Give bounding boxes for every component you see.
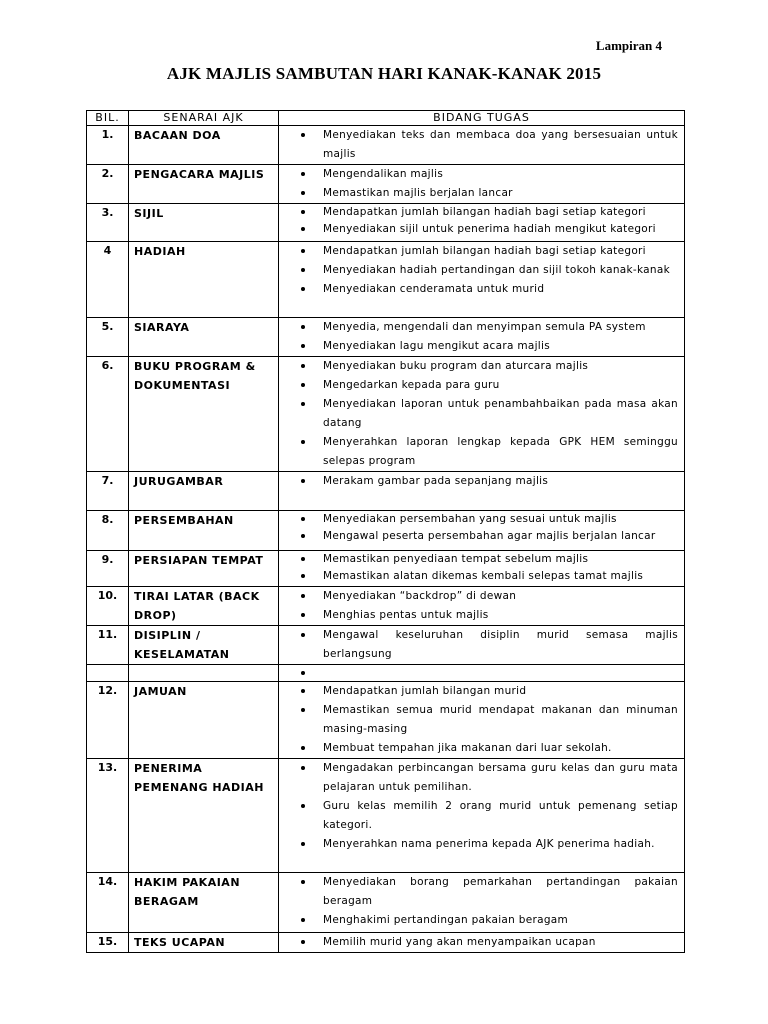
committee-name bbox=[129, 665, 279, 682]
committee-name: PERSIAPAN TEMPAT bbox=[129, 551, 279, 587]
committee-name: SIJIL bbox=[129, 204, 279, 242]
task-item: Menyediakan hadiah pertandingan dan sijil tokoh kanak-kanak bbox=[323, 261, 678, 280]
table-row bbox=[87, 551, 685, 587]
task-cell bbox=[279, 587, 685, 626]
committee-name: TEKS UCAPAN bbox=[129, 933, 279, 953]
task-cell bbox=[279, 682, 685, 759]
table-row bbox=[87, 873, 685, 933]
committee-name: JURUGAMBAR bbox=[129, 472, 279, 511]
task-item: Mendapatkan jumlah bilangan hadiah bagi setiap kategori bbox=[323, 242, 678, 261]
column-header-tugas: BIDANG TUGAS bbox=[279, 111, 685, 126]
row-number: 11. bbox=[87, 626, 129, 665]
task-item: Menghias pentas untuk majlis bbox=[323, 606, 678, 625]
committee-name: BUKU PROGRAM & DOKUMENTASI bbox=[129, 357, 279, 472]
committee-name: SIARAYA bbox=[129, 318, 279, 357]
task-cell bbox=[279, 165, 685, 204]
table-row bbox=[87, 587, 685, 626]
row-number: 10. bbox=[87, 587, 129, 626]
table-row bbox=[87, 472, 685, 511]
committee-name: PENERIMA PEMENANG HADIAH bbox=[129, 759, 279, 873]
row-number: 4 bbox=[87, 242, 129, 318]
column-header-bil: BIL. bbox=[87, 111, 129, 126]
table-body bbox=[87, 126, 685, 953]
row-number: 9. bbox=[87, 551, 129, 587]
row-number: 15. bbox=[87, 933, 129, 953]
row-number: 12. bbox=[87, 682, 129, 759]
appendix-label: Lampiran 4 bbox=[595, 38, 662, 53]
table-row bbox=[87, 626, 685, 665]
committee-name: TIRAI LATAR (BACK DROP) bbox=[129, 587, 279, 626]
task-item: Menyedia, mengendali dan menyimpan semula PA system bbox=[323, 318, 678, 337]
table-row bbox=[87, 318, 685, 357]
table-row bbox=[87, 126, 685, 165]
table-row bbox=[87, 165, 685, 204]
task-item: Menyediakan teks dan membaca doa yang bersesuaian untuk majlis bbox=[323, 126, 678, 164]
row-number bbox=[87, 665, 129, 682]
table-row bbox=[87, 204, 685, 242]
task-item: Menghakimi pertandingan pakaian beragam bbox=[323, 911, 678, 930]
task-item: Menyediakan laporan untuk penambahbaikan pada masa akan datang bbox=[323, 395, 678, 433]
committee-name: PENGACARA MAJLIS bbox=[129, 165, 279, 204]
task-cell bbox=[279, 551, 685, 587]
task-cell bbox=[279, 933, 685, 953]
task-item: Menyediakan buku program dan aturcara majlis bbox=[323, 357, 678, 376]
task-item: Merakam gambar pada sepanjang majlis bbox=[323, 472, 678, 491]
table-header-row bbox=[87, 111, 685, 126]
row-number: 13. bbox=[87, 759, 129, 873]
task-item: Mengendalikan majlis bbox=[323, 165, 678, 184]
task-item: Mengadakan perbincangan bersama guru kelas dan guru mata pelajaran untuk pemilihan. bbox=[323, 759, 678, 797]
committee-name: HAKIM PAKAIAN BERAGAM bbox=[129, 873, 279, 933]
task-cell bbox=[279, 357, 685, 472]
row-number: 3. bbox=[87, 204, 129, 242]
task-item: Mengedarkan kepada para guru bbox=[323, 376, 678, 395]
task-item: Menyediakan cenderamata untuk murid bbox=[323, 280, 678, 299]
row-number: 14. bbox=[87, 873, 129, 933]
table-row bbox=[87, 682, 685, 759]
task-item: Mendapatkan jumlah bilangan murid bbox=[323, 682, 678, 701]
task-item: Memastikan semua murid mendapat makanan dan minuman masing-masing bbox=[323, 701, 678, 739]
task-item: Menyerahkan nama penerima kepada AJK penerima hadiah. bbox=[323, 835, 678, 854]
task-item: Memastikan majlis berjalan lancar bbox=[323, 184, 678, 203]
row-number: 7. bbox=[87, 472, 129, 511]
task-item: Menyediakan sijil untuk penerima hadiah mengikut kategori bbox=[323, 221, 678, 238]
table-row bbox=[87, 511, 685, 551]
committee-name: DISIPLIN / KESELAMATAN bbox=[129, 626, 279, 665]
committee-name: HADIAH bbox=[129, 242, 279, 318]
row-number: 6. bbox=[87, 357, 129, 472]
task-cell bbox=[279, 204, 685, 242]
task-cell bbox=[279, 511, 685, 551]
committee-name: JAMUAN bbox=[129, 682, 279, 759]
column-header-ajk: SENARAI AJK bbox=[129, 111, 279, 126]
task-item: Mendapatkan jumlah bilangan hadiah bagi setiap kategori bbox=[323, 204, 678, 221]
task-item: Menyediakan borang pemarkahan pertandingan pakaian beragam bbox=[323, 873, 678, 911]
task-cell bbox=[279, 126, 685, 165]
table-row bbox=[87, 933, 685, 953]
task-cell bbox=[279, 665, 685, 682]
table-row bbox=[87, 357, 685, 472]
task-item: Menyerahkan laporan lengkap kepada GPK HEM seminggu selepas program bbox=[323, 433, 678, 471]
task-item: Memastikan penyediaan tempat sebelum majlis bbox=[323, 551, 678, 568]
table-row bbox=[87, 665, 685, 682]
row-number: 5. bbox=[87, 318, 129, 357]
page-title: AJK MAJLIS SAMBUTAN HARI KANAK-KANAK 2015 bbox=[166, 64, 602, 83]
task-cell bbox=[279, 472, 685, 511]
row-number: 1. bbox=[87, 126, 129, 165]
task-cell bbox=[279, 759, 685, 873]
committee-name: BACAAN DOA bbox=[129, 126, 279, 165]
task-item: Menyediakan persembahan yang sesuai untuk majlis bbox=[323, 511, 678, 528]
table-row bbox=[87, 759, 685, 873]
task-item: Memilih murid yang akan menyampaikan ucapan bbox=[323, 933, 678, 952]
task-item: Mengawal peserta persembahan agar majlis berjalan lancar bbox=[323, 528, 678, 545]
committee-name: PERSEMBAHAN bbox=[129, 511, 279, 551]
task-cell bbox=[279, 318, 685, 357]
task-item: Menyediakan “backdrop” di dewan bbox=[323, 587, 678, 606]
row-number: 8. bbox=[87, 511, 129, 551]
task-cell bbox=[279, 626, 685, 665]
task-item: Membuat tempahan jika makanan dari luar sekolah. bbox=[323, 739, 678, 758]
task-cell bbox=[279, 873, 685, 933]
committee-table bbox=[86, 110, 685, 953]
task-item: Memastikan alatan dikemas kembali selepas tamat majlis bbox=[323, 568, 678, 585]
task-cell bbox=[279, 242, 685, 318]
task-item: Guru kelas memilih 2 orang murid untuk pemenang setiap kategori. bbox=[323, 797, 678, 835]
table-row bbox=[87, 242, 685, 318]
row-number: 2. bbox=[87, 165, 129, 204]
task-item: Menyediakan lagu mengikut acara majlis bbox=[323, 337, 678, 356]
task-item: Mengawal keseluruhan disiplin murid semasa majlis berlangsung bbox=[323, 626, 678, 664]
